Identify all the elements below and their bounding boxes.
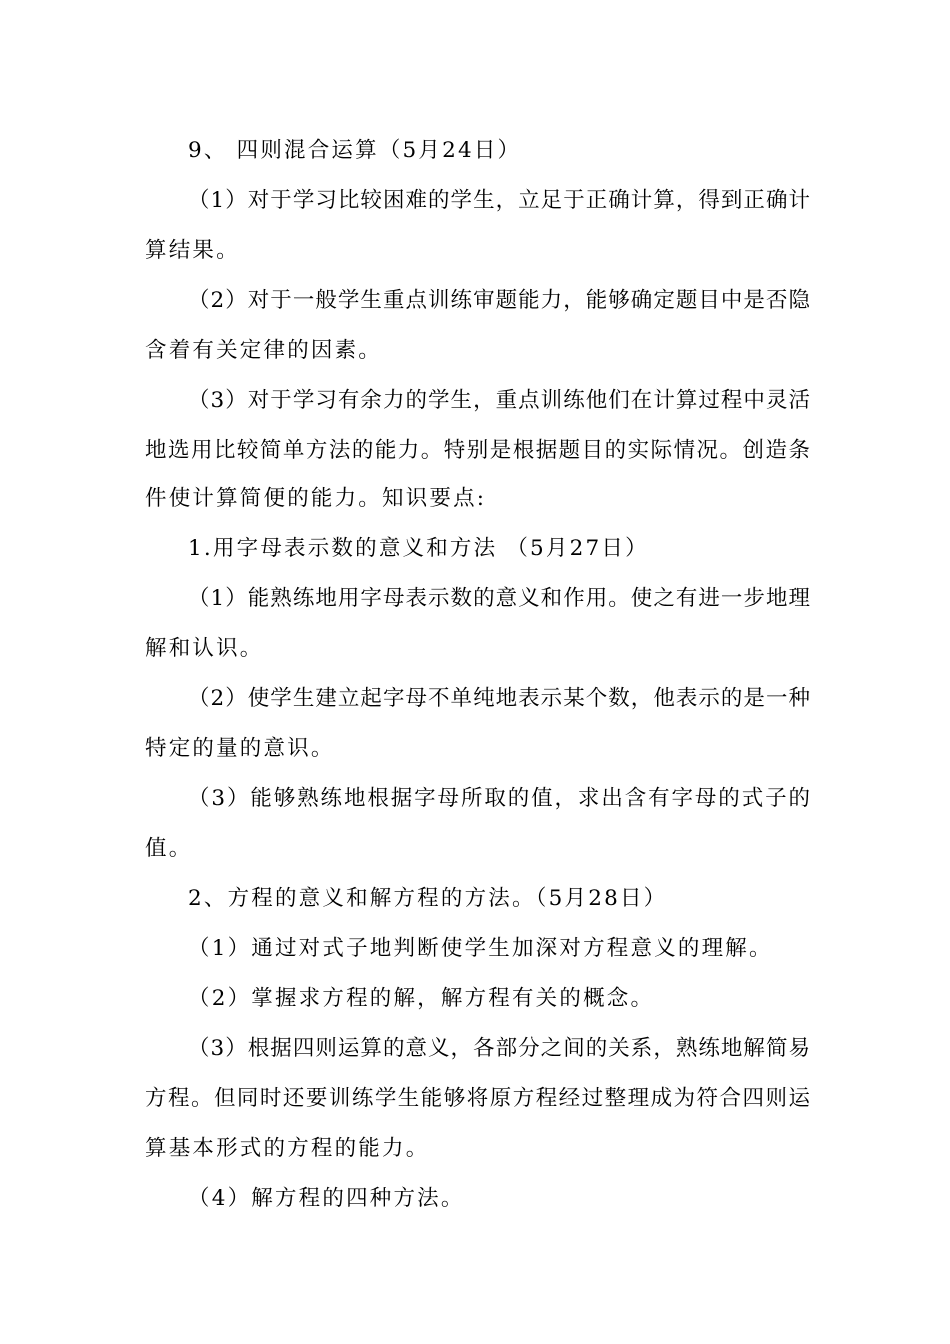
paragraph-line: （1）能熟练地用字母表示数的意义和作用。使之有进一步地理 [188,586,810,611]
paragraph-line: 值。 [145,836,193,861]
heading-line-2: 2、方程的意义和解方程的方法。（5月28日） [188,886,668,911]
paragraph-line: 算基本形式的方程的能力。 [145,1136,430,1161]
paragraph-line: 解和认识。 [145,636,264,661]
paragraph-line: 特定的量的意识。 [145,736,335,761]
paragraph-line: 地选用比较简单方法的能力。特别是根据题目的实际情况。创造条 [145,438,810,463]
paragraph-line: （2）掌握求方程的解，解方程有关的概念。 [188,986,655,1011]
paragraph-line: （1）通过对式子地判断使学生加深对方程意义的理解。 [188,936,773,961]
paragraph-line: （2）对于一般学生重点训练审题能力，能够确定题目中是否隐 [188,288,810,313]
paragraph-line: （3）对于学习有余力的学生，重点训练他们在计算过程中灵活 [188,388,810,413]
paragraph-line: 算结果。 [145,238,240,263]
paragraph-line: （4）解方程的四种方法。 [188,1186,465,1211]
heading-line-9: 9、 四则混合运算（5月24日） [188,138,522,163]
paragraph-line: 含着有关定律的因素。 [145,338,383,363]
paragraph-line: （1）对于学习比较困难的学生，立足于正确计算，得到正确计 [188,188,810,213]
paragraph-line: （2）使学生建立起字母不单纯地表示某个数，他表示的是一种 [188,686,810,711]
paragraph-line: 件使计算简便的能力。知识要点: [145,486,487,511]
heading-line-1: 1.用字母表示数的意义和方法 （5月27日） [188,536,649,561]
paragraph-line: （3）能够熟练地根据字母所取的值，求出含有字母的式子的 [188,786,810,811]
paragraph-line: （3）根据四则运算的意义，各部分之间的关系，熟练地解简易 [188,1036,810,1061]
paragraph-line: 方程。但同时还要训练学生能够将原方程经过整理成为符合四则运 [145,1086,810,1111]
